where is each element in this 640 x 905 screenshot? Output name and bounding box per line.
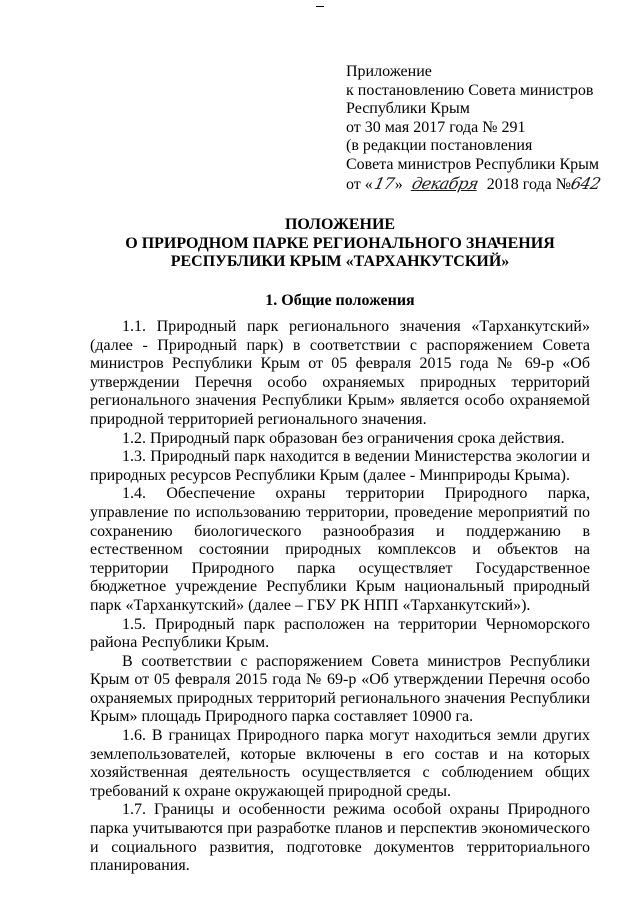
section-heading: 1. Общие положения [265, 292, 415, 309]
title-line-2: О ПРИРОДНОМ ПАРКЕ РЕГИОНАЛЬНОГО ЗНАЧЕНИЯ [125, 234, 555, 252]
appendix-line-1: Приложение [346, 63, 432, 80]
paragraph-1-6: 1.6. В границах Природного парка могут находиться земли других землепользователей, которые включены в его состав и на которых хозяйственная деятельность осуществляется с соблюдением общих требований к охране окружающей природной среды. [90, 727, 590, 800]
top-dash-mark [316, 6, 324, 7]
paragraph-1-1: 1.1. Природный парк регионального значения «Тарханкутский» (далее - Природный парк) в соответствии с распоряжением Совета министров Республики Крым от 05 февраля 2015 года № 69-р «Об утверждении Перечня особо охраняемых природных территорий регионального значения Республики Крым» является особо охраняемой природной территорией регионального значения. [90, 318, 590, 428]
handwritten-day: 17 [372, 173, 396, 193]
date-year-text: 2018 года № [486, 175, 571, 193]
document-title [60, 216, 620, 272]
paragraph-1-5: 1.5. Природный парк расположен на территории Черноморского района Республики Крым. [90, 615, 590, 652]
appendix-block [346, 63, 636, 194]
paragraph-1-2: 1.2. Природный парк образован без ограничения срока действия. [122, 429, 565, 447]
appendix-line-6: Совета министров Республики Крым [346, 155, 599, 173]
title-line-1: ПОЛОЖЕНИЕ [284, 216, 396, 233]
handwritten-month: декабря [410, 173, 480, 193]
amendment-date-line [346, 175, 636, 195]
paragraph-1-4: 1.4. Обеспечение охраны территории Природного парка, управление по использованию территории, проведение мероприятий по сохранению биологического разнообразия и поддержанию в естественном состоянии природных комплексов и объектов на территории Природного парка осуществляет Государственное бюджетное учреждение Республики Крым национальный природный парк «Тарханкутский» (далее – ГБУ РК НПП «Тарханкутский»). [90, 485, 590, 614]
date-prefix: от « [346, 175, 373, 193]
handwritten-number: 642 [569, 173, 603, 193]
appendix-line-4: от 30 мая 2017 года № 291 [346, 118, 526, 136]
date-mid: » [394, 175, 403, 193]
appendix-line-2: к постановлению Совета министров [346, 81, 594, 99]
paragraph-1-7: 1.7. Границы и особенности режима особой охраны Природного парка учитываются при разработке планов и перспектив экономического и социального развития, подготовке документов территориального планирования. [90, 801, 590, 875]
paragraph-1-5-area: В соответствии с распоряжением Совета министров Республики Крым от 05 февраля 2015 года № 69-р «Об утверждении Перечня особо охраняемых природных территорий регионального значения Республики Крым» площадь Природного парка составляет 10900 га. [90, 652, 590, 726]
appendix-line-3: Республики Крым [346, 100, 470, 118]
paragraph-1-3: 1.3. Природный парк находится в ведении Министерства экологии и природных ресурсов Республики Крым (далее - Минприроды Крыма). [90, 448, 590, 484]
document-body [90, 318, 590, 876]
title-line-3: РЕСПУБЛИКИ КРЫМ «ТАРХАНКУТСКИЙ» [170, 253, 510, 271]
appendix-line-5: (в редакции постановления [346, 137, 533, 155]
